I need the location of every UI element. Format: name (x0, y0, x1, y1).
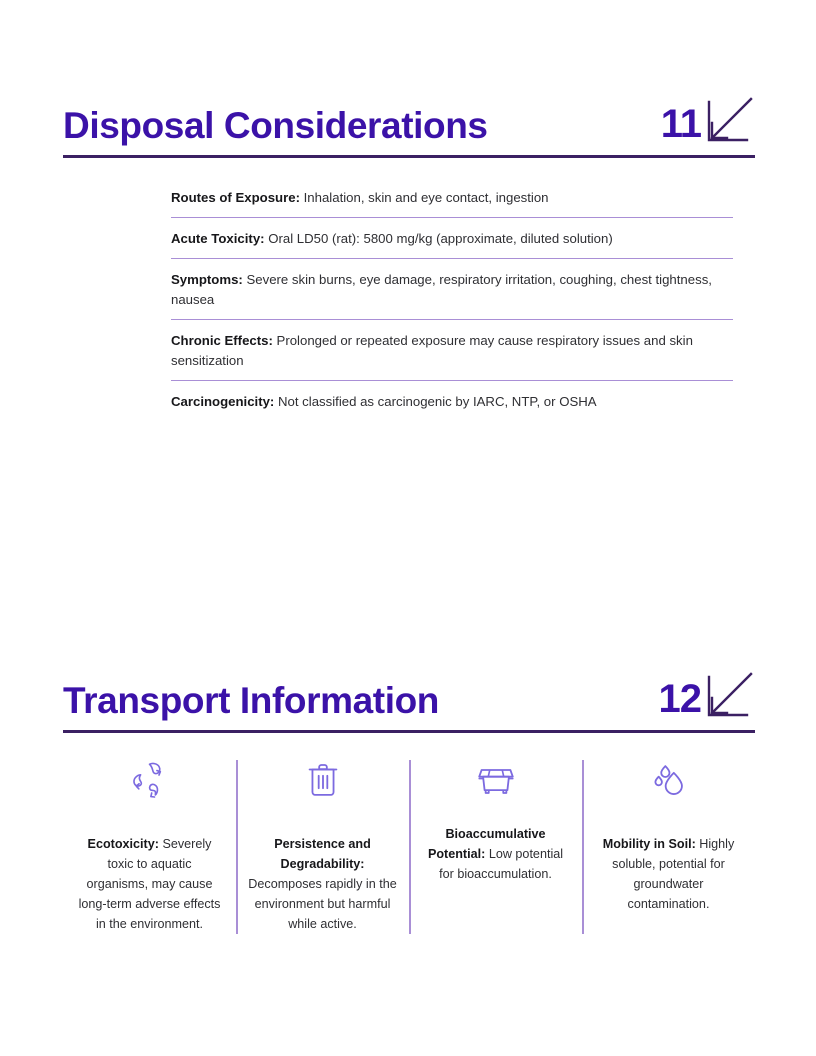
detail-label: Acute Toxicity: (171, 231, 265, 246)
card-mobility-in-soil (582, 758, 755, 934)
card-value: Decomposes rapidly in the environment but harmful while active. (248, 877, 397, 931)
detail-text (171, 392, 733, 412)
card-label: Bioaccumulative Potential: (427, 827, 546, 861)
detail-text (171, 188, 733, 208)
detail-label: Symptoms: (171, 272, 243, 287)
transport-card-grid (63, 758, 755, 934)
page-title-transport: Transport Information (63, 680, 439, 721)
card-value: Highly soluble, potential for groundwater contamination. (612, 837, 735, 911)
detail-value: Oral LD50 (rat): 5800 mg/kg (approximate, diluted solution) (268, 231, 613, 246)
detail-value: Prolonged or repeated exposure may cause respiratory issues and skin sensitization (171, 333, 693, 368)
detail-label: Chronic Effects: (171, 333, 273, 348)
detail-value: Severe skin burns, eye damage, respiratory irritation, coughing, chest tightness, nausea (171, 272, 712, 307)
card-bioaccumulative-potential (409, 758, 582, 934)
dumpster-icon (473, 758, 519, 804)
section-number-group-disposal (661, 96, 755, 144)
detail-text (171, 270, 733, 310)
detail-text (171, 229, 733, 249)
card-text (248, 834, 397, 934)
recycle-icon (127, 758, 173, 804)
detail-row-symptoms (171, 270, 733, 320)
card-text (594, 834, 743, 914)
detail-row-acute-toxicity (171, 229, 733, 259)
card-ecotoxicity (63, 758, 236, 934)
card-label: Persistence and Degradability: (274, 837, 371, 871)
trash-bin-icon (300, 758, 346, 804)
section-heading-disposal (63, 86, 755, 158)
card-label: Mobility in Soil: (602, 837, 696, 851)
detail-label: Carcinogenicity: (171, 394, 275, 409)
section-number-transport: 12 (658, 677, 701, 721)
section-heading-rule-transport (63, 730, 755, 733)
water-droplets-icon (646, 758, 692, 804)
card-text (421, 824, 570, 884)
card-label: Ecotoxicity: (87, 837, 159, 851)
section-heading-row (63, 661, 755, 719)
detail-row-chronic-effects (171, 331, 733, 381)
detail-value: Inhalation, skin and eye contact, ingestion (303, 190, 549, 205)
detail-text (171, 331, 733, 371)
section-number-group-transport (659, 671, 756, 719)
detail-row-carcinogenicity (171, 392, 733, 412)
card-value: Severely toxic to aquatic organisms, may cause long-term adverse effects in the environment. (78, 837, 221, 931)
page-title-disposal: Disposal Considerations (63, 105, 488, 146)
card-value: Low potential for bioaccumulation. (439, 847, 564, 881)
card-text (75, 834, 224, 934)
section-heading-transport (63, 661, 755, 733)
section-heading-row (63, 86, 755, 144)
detail-value: Not classified as carcinogenic by IARC, NTP, or OSHA (278, 394, 597, 409)
card-persistence-degradability (236, 758, 409, 934)
arrow-down-left-corner-icon (705, 671, 755, 721)
arrow-down-left-corner-icon (705, 96, 755, 146)
section-number-disposal: 11 (660, 102, 701, 146)
hazard-detail-list (171, 188, 733, 412)
detail-row-routes-of-exposure (171, 188, 733, 218)
section-heading-rule-disposal (63, 155, 755, 158)
detail-label: Routes of Exposure: (171, 190, 300, 205)
